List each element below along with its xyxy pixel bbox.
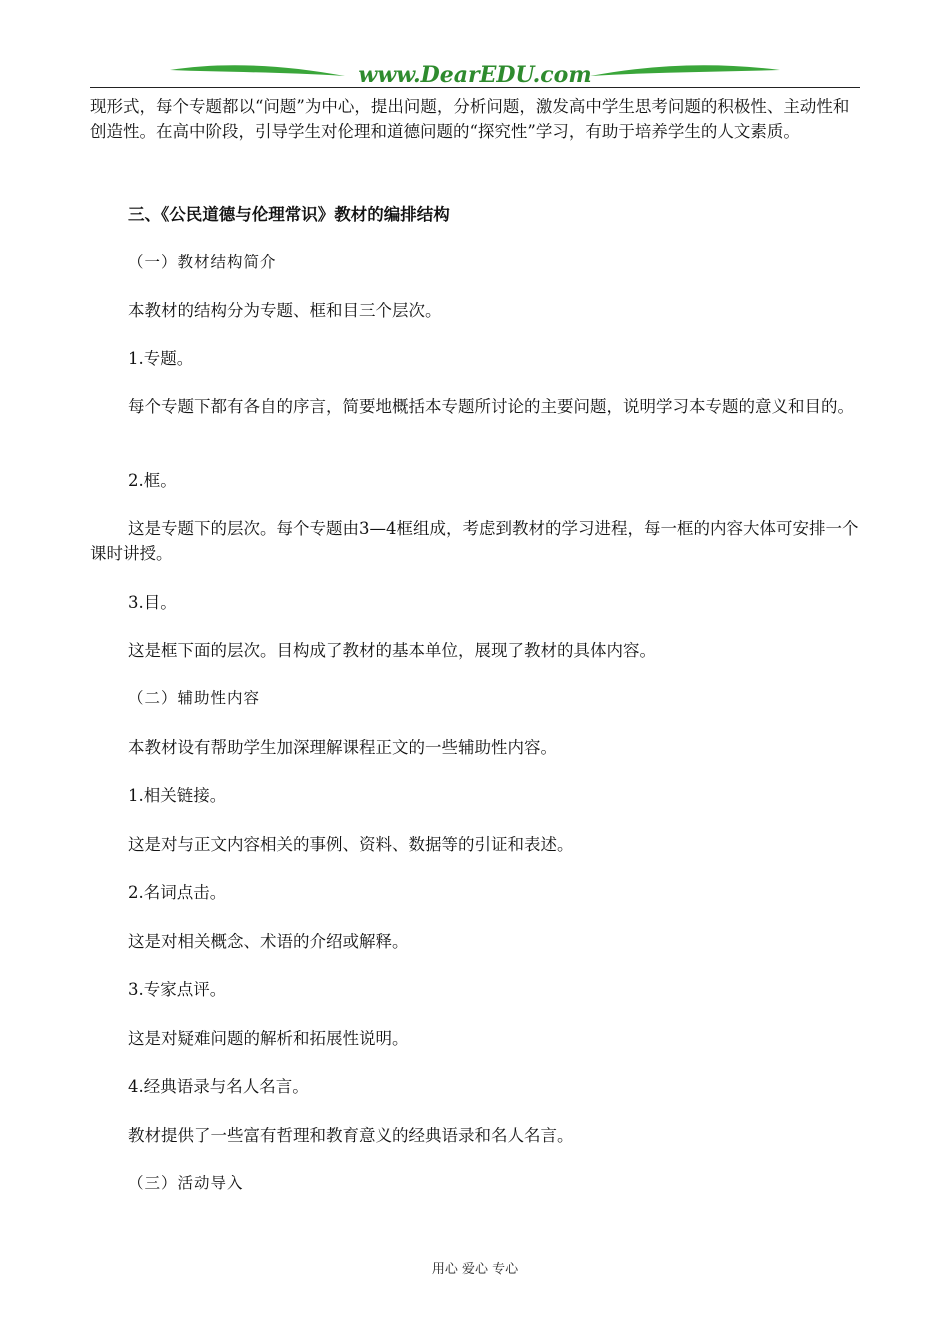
paragraph: 这是框下面的层次。目构成了教材的基本单位，展现了教材的具体内容。	[128, 641, 656, 660]
header-rule	[90, 87, 860, 88]
list-item-heading: 1.专题。	[128, 349, 194, 368]
list-item-heading: 3.专家点评。	[128, 980, 227, 999]
list-item-heading: 2.名词点击。	[128, 883, 227, 902]
logo-text: www.DearEDU.com	[358, 62, 592, 88]
paragraph: 本教材设有帮助学生加深理解课程正文的一些辅助性内容。	[128, 738, 557, 757]
paragraph: 教材提供了一些富有哲理和教育意义的经典语录和名人名言。	[128, 1126, 574, 1145]
subsection-heading-1: （一）教材结构简介	[128, 253, 277, 271]
paragraph: 每个专题下都有各自的序言，简要地概括本专题所讨论的主要问题，说明学习本专题的意义和目的。	[128, 397, 854, 416]
paragraph: 本教材的结构分为专题、框和目三个层次。	[128, 301, 442, 320]
paragraph: 这是专题下的层次。每个专题由3—4框组成，考虑到教材的学习进程，每一框的内容大体可安排一个课时讲授。	[90, 519, 859, 563]
subsection-heading-3: （三）活动导入	[128, 1174, 244, 1192]
leaf-banner-icon	[90, 58, 860, 90]
subsection-heading-2: （二）辅助性内容	[128, 689, 261, 707]
paragraph: 这是对疑难问题的解析和拓展性说明。	[128, 1029, 409, 1048]
site-header-logo	[90, 58, 860, 90]
paragraph-continued: 现形式，每个专题都以“问题”为中心，提出问题，分析问题，激发高中学生思考问题的积极性、主动性和创造性。在高中阶段，引导学生对伦理和道德问题的“探究性”学习，有助于培养学生的人文素质。	[90, 97, 850, 141]
list-item-heading: 1.相关链接。	[128, 786, 227, 805]
paragraph: 这是对相关概念、术语的介绍或解释。	[128, 932, 409, 951]
list-item-heading: 4.经典语录与名人名言。	[128, 1077, 309, 1096]
paragraph: 这是对与正文内容相关的事例、资料、数据等的引证和表述。	[128, 835, 574, 854]
list-item-heading: 3.目。	[128, 593, 177, 612]
section-heading-3: 三、《公民道德与伦理常识》教材的编排结构	[128, 205, 450, 224]
page-footer: 用心 爱心 专心	[431, 1262, 519, 1277]
list-item-heading: 2.框。	[128, 471, 177, 490]
